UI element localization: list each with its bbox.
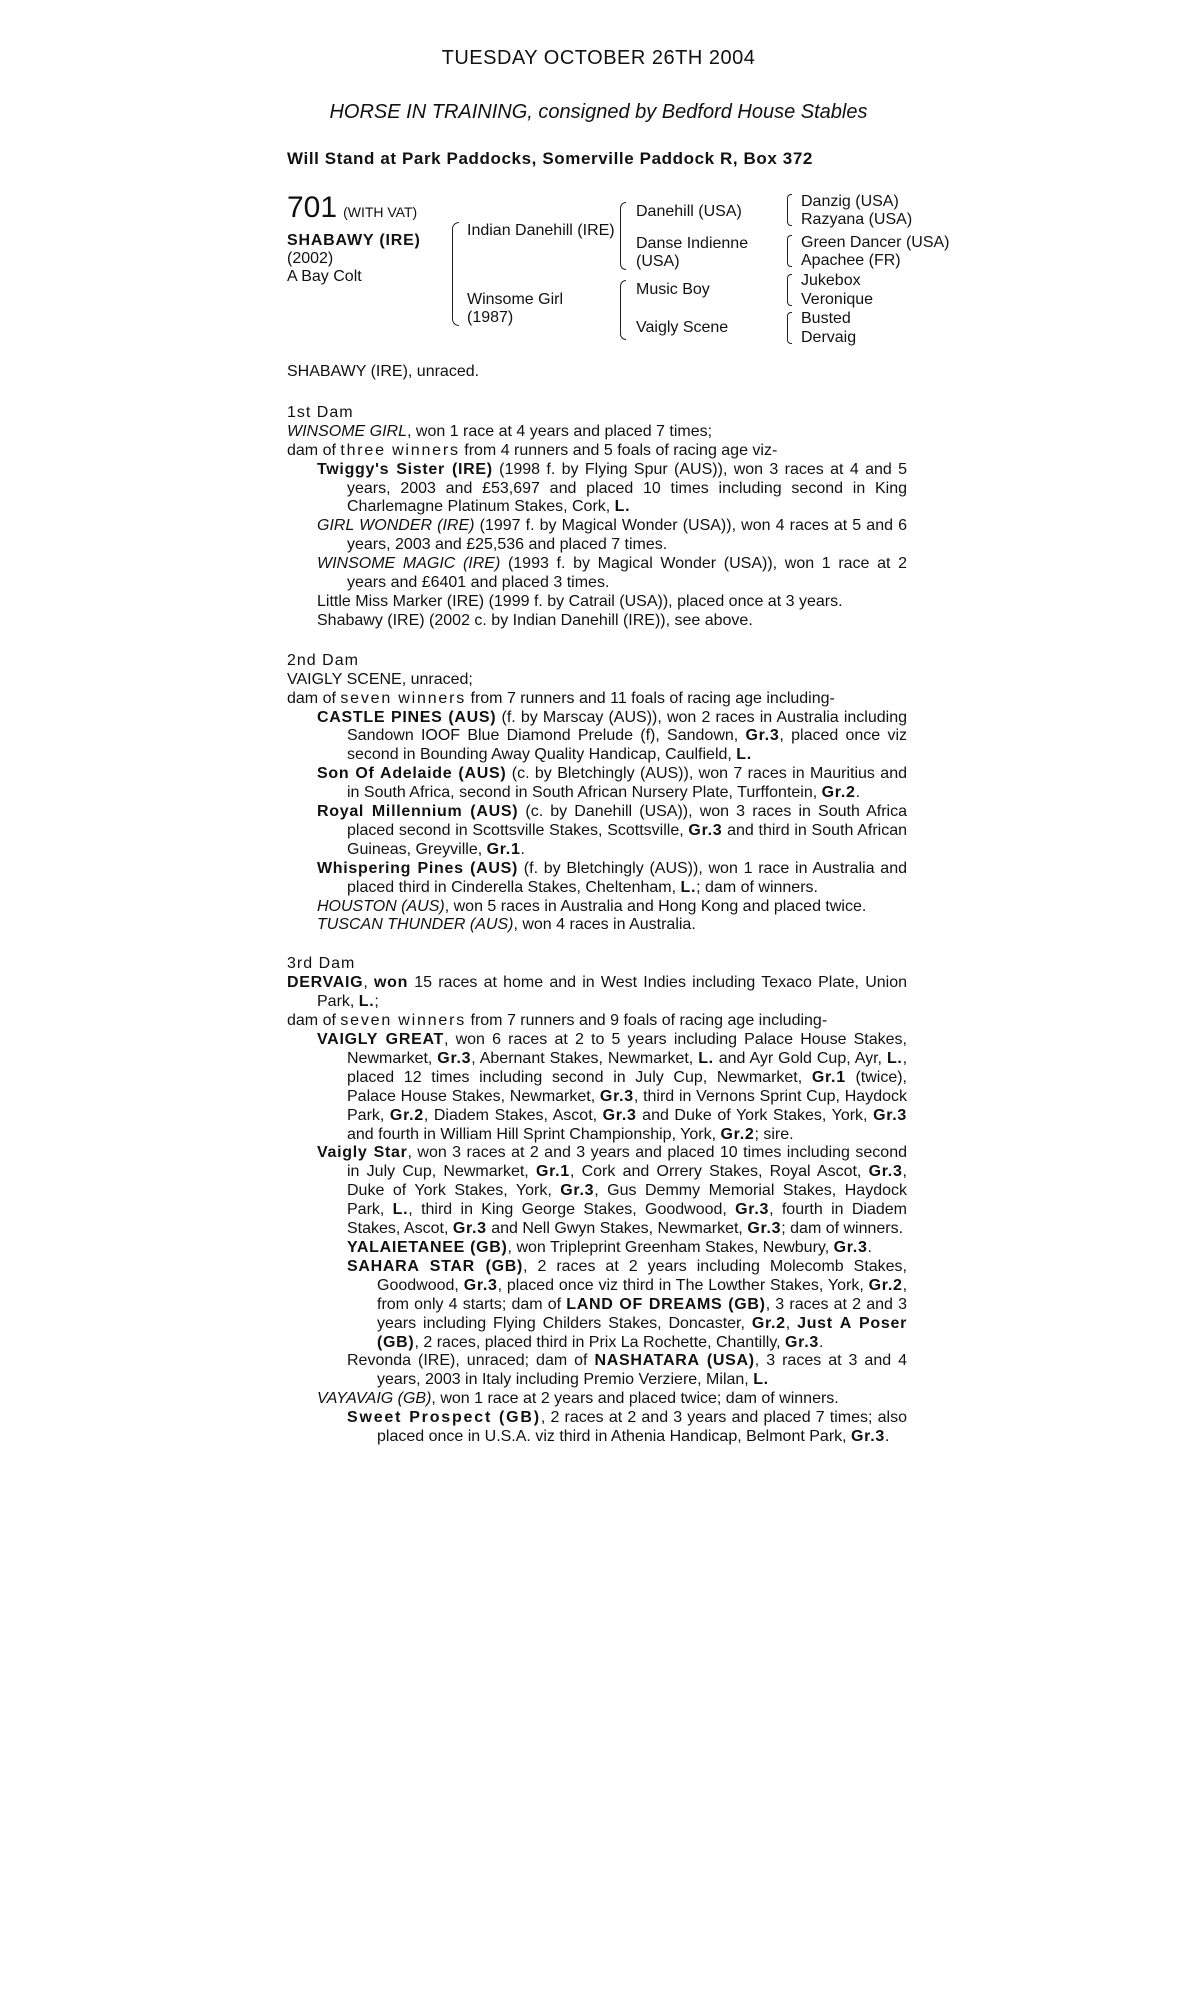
pedigree-dsd: Veronique bbox=[801, 291, 874, 308]
pedigree-brace-sire bbox=[620, 202, 626, 270]
list-item: Royal Millennium (AUS) (c. by Danehill (USA)), won 3 races in South Africa placed second in Scottsville Stakes, Scottsville, Gr.3 and third in South African Guineas, Greyville, Gr.1. bbox=[317, 803, 908, 858]
consignment-line: HORSE IN TRAINING, consigned by Bedford House Stables bbox=[329, 101, 868, 123]
list-item: Vaigly Star, won 3 races at 2 and 3 years and placed 10 times including second in July Cup, Newmarket, Gr.1, Cork and Orrery Stakes, Royal Ascot, Gr.3, Duke of York Stakes, York, Gr.3, Gus Demmy Memorial Stakes, Haydock Park, L., third in King George Stakes, Goodwood, Gr.3, fourth in Diadem Stakes, Ascot, Gr.3 and Nell Gwyn Stakes, Newmarket, Gr.3; dam of winners. bbox=[317, 1144, 907, 1238]
pedigree-dam-year: (1987) bbox=[467, 309, 514, 326]
pedigree-brace-main bbox=[452, 222, 459, 326]
horse-description: A Bay Colt bbox=[287, 268, 362, 285]
pedigree-sire-sire: Danehill (USA) bbox=[636, 203, 742, 220]
pedigree-ssd: Razyana (USA) bbox=[801, 211, 913, 228]
pedigree-dam bbox=[467, 291, 563, 327]
list-item: Son Of Adelaide (AUS) (c. by Bletchingly (AUS)), won 7 races in Mauritius and in South Africa, second in South African Nursery Plate, Turffontein, Gr.2. bbox=[317, 765, 907, 802]
first-dam-record: WINSOME GIRL, won 1 race at 4 years and placed 7 times; bbox=[287, 422, 713, 440]
pedigree-sdd: Apachee (FR) bbox=[801, 252, 901, 269]
list-item: GIRL WONDER (IRE) (1997 f. by Magical Wonder (USA)), won 4 races at 5 and 6 years, 2003 and £25,536 and placed 7 times. bbox=[317, 517, 908, 554]
list-item: WINSOME MAGIC (IRE) (1993 f. by Magical Wonder (USA)), won 1 race at 2 years and £6401 and placed 3 times. bbox=[317, 555, 907, 592]
pedigree-sire: Indian Danehill (IRE) bbox=[467, 222, 615, 239]
lot-info bbox=[287, 192, 421, 286]
first-dam-produce: dam of three winners from 4 runners and 5 foals of racing age viz- bbox=[287, 441, 778, 459]
pedigree-dss: Jukebox bbox=[801, 272, 861, 289]
third-dam-produce: dam of seven winners from 7 runners and 9 foals of racing age including- bbox=[287, 1012, 828, 1030]
list-item: VAIGLY GREAT, won 6 races at 2 to 5 years including Palace House Stakes, Newmarket, Gr.3, Abernant Stakes, Newmarket, L. and Ayr Gold Cup, Ayr, L., placed 12 times including second in July Cup, Newmarket, Gr.1 (twice), Palace House Stakes, Newmarket, Gr.3, third in Vernons Sprint Cup, Haydock Park, Gr.2, Diadem Stakes, Ascot, Gr.3 and Duke of York Stakes, York, Gr.3 and fourth in William Hill Sprint Championship, York, Gr.2; sire. bbox=[317, 1031, 908, 1143]
pedigree-brace-ds bbox=[787, 274, 792, 306]
third-dam-record: DERVAIG, won 15 races at home and in West Indies including Texaco Plate, Union Park, L.; bbox=[287, 974, 908, 1011]
pedigree-brace-sd bbox=[787, 235, 792, 267]
pedigree-brace-dam bbox=[620, 280, 626, 340]
second-dam-heading: 2nd Dam bbox=[287, 651, 359, 669]
list-item: CASTLE PINES (AUS) (f. by Marscay (AUS)), won 2 races in Australia including Sandown IOOF Blue Diamond Prelude (f), Sandown, Gr.3, placed once viz second in Bounding Away Quality Handicap, Caulfield, L. bbox=[317, 708, 908, 764]
pedigree-brace-dd bbox=[787, 312, 792, 344]
pedigree-sire-dam-country: (USA) bbox=[636, 253, 680, 270]
pedigree-dam-sire: Music Boy bbox=[636, 281, 710, 298]
second-dam-produce: dam of seven winners from 7 runners and 11 foals of racing age including- bbox=[287, 689, 835, 707]
list-item: YALAIETANEE (GB), won Tripleprint Greenham Stakes, Newbury, Gr.3. bbox=[347, 1238, 872, 1256]
foaling-year: (2002) bbox=[287, 250, 334, 267]
pedigree-dds: Busted bbox=[801, 310, 851, 327]
stand-location: Will Stand at Park Paddocks, Somerville Paddock R, Box 372 bbox=[287, 149, 813, 168]
list-item: VAYAVAIG (GB), won 1 race at 2 years and placed twice; dam of winners. bbox=[317, 1390, 839, 1408]
pedigree-dam-name: Winsome Girl bbox=[467, 291, 564, 308]
second-dam-record: VAIGLY SCENE, unraced; bbox=[287, 670, 473, 688]
intro-line: SHABAWY (IRE), unraced. bbox=[287, 363, 480, 380]
pedigree-ddd: Dervaig bbox=[801, 329, 857, 346]
list-item: Sweet Prospect (GB), 2 races at 2 and 3 years and placed 7 times; also placed once in U.S.A. viz third in Athenia Handicap, Belmont Park, Gr.3. bbox=[347, 1409, 907, 1446]
pedigree-sire-dam-name: Danse Indienne bbox=[636, 235, 749, 252]
lot-number: 701 bbox=[287, 191, 338, 224]
list-item: Whispering Pines (AUS) (f. by Bletchingly (AUS)), won 1 race in Australia and placed third in Cinderella Stakes, Cheltenham, L.; dam of winners. bbox=[317, 859, 907, 896]
list-item: Shabawy (IRE) (2002 c. by Indian Danehill (IRE)), see above. bbox=[317, 611, 753, 629]
pedigree-sire-dam bbox=[636, 235, 748, 271]
list-item: Revonda (IRE), unraced; dam of NASHATARA (USA), 3 races at 3 and 4 years, 2003 in Italy including Premio Verziere, Milan, L. bbox=[347, 1352, 908, 1389]
pedigree-dam-dam: Vaigly Scene bbox=[636, 319, 729, 336]
catalogue-body bbox=[287, 363, 907, 1447]
list-item: TUSCAN THUNDER (AUS), won 4 races in Australia. bbox=[317, 916, 696, 934]
pedigree-sds: Green Dancer (USA) bbox=[801, 234, 950, 251]
list-item: Little Miss Marker (IRE) (1999 f. by Catrail (USA)), placed once at 3 years. bbox=[317, 592, 843, 610]
list-item: SAHARA STAR (GB), 2 races at 2 years including Molecomb Stakes, Goodwood, Gr.3, placed once viz third in The Lowther Stakes, York, Gr.2, from only 4 starts; dam of LAND OF DREAMS (GB), 3 races at 2 and 3 years including Flying Childers Stakes, Doncaster, Gr.2, Just A Poser (GB), 2 races, placed third in Prix La Rochette, Chantilly, Gr.3. bbox=[347, 1257, 908, 1351]
pedigree-sss: Danzig (USA) bbox=[801, 193, 899, 210]
vat-note: (WITH VAT) bbox=[343, 204, 418, 220]
list-item: HOUSTON (AUS), won 5 races in Australia and Hong Kong and placed twice. bbox=[317, 897, 867, 915]
pedigree-brace-ss bbox=[787, 194, 792, 226]
sale-date: TUESDAY OCTOBER 26TH 2004 bbox=[441, 47, 756, 69]
first-dam-heading: 1st Dam bbox=[287, 403, 354, 421]
third-dam-heading: 3rd Dam bbox=[287, 955, 356, 973]
horse-name: SHABAWY (IRE) bbox=[287, 232, 421, 249]
list-item: Twiggy's Sister (IRE) (1998 f. by Flying Spur (AUS)), won 3 races at 4 and 5 years, 2003 and £53,697 and placed 10 times including second in King Charlemagne Platinum Stakes, Cork, L. bbox=[317, 460, 908, 516]
